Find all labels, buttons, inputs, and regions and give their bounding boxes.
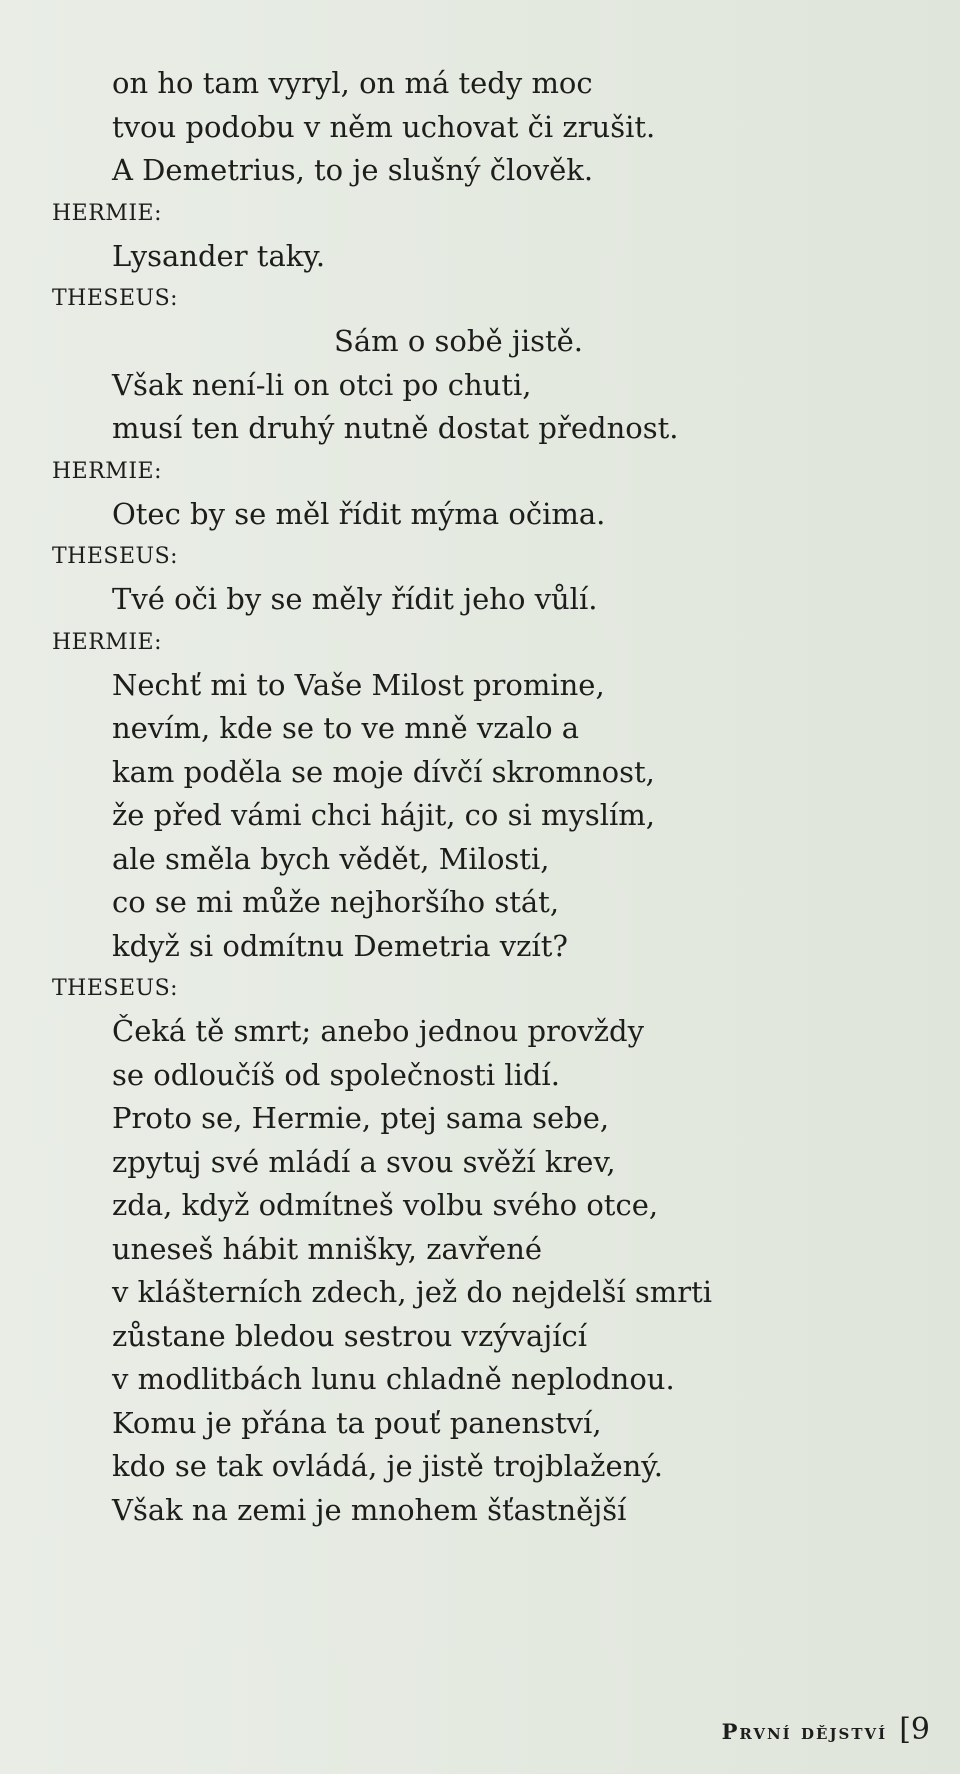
verse-line: Čeká tě smrt; anebo jednou provždy — [112, 1014, 644, 1048]
dialogue-entry — [52, 278, 912, 451]
verse-line: A Demetrius, to je slušný člověk. — [112, 153, 594, 187]
verse-line: co se mi může nejhoršího stát, — [112, 885, 560, 919]
dialogue-entry — [52, 968, 912, 1532]
verse-line: v modlitbách lunu chladně neplodnou. — [112, 1362, 675, 1396]
verse-line: Lysander taky. — [112, 238, 326, 273]
speaker-name: THESEUS: — [52, 544, 179, 569]
running-head: První dějství — [721, 1719, 888, 1744]
speaker-name: HERMIE: — [52, 458, 162, 484]
page-footer — [722, 1712, 930, 1747]
speaker-name: THESEUS: — [52, 286, 179, 311]
dialogue-entry — [52, 451, 912, 537]
verse-line: v klášterních zdech, jež do nejdelší smrti — [112, 1275, 713, 1309]
verse-line: uneseš hábit mnišky, zavřené — [112, 1231, 543, 1266]
verse-line: Však na zemi je mnohem šťastnější — [112, 1492, 627, 1527]
verse-line: když si odmítnu Demetria vzít? — [112, 928, 568, 963]
verse-line: se odloučíš od společnosti lidí. — [112, 1057, 560, 1092]
verse-line: Však není-li on otci po chuti, — [112, 367, 532, 402]
verse-line: Proto se, Hermie, ptej sama sebe, — [112, 1101, 610, 1135]
verse-line: Sám o sobě jistě. — [334, 324, 584, 358]
verse-line: on ho tam vyryl, on má tedy moc — [112, 66, 593, 100]
play-text — [52, 62, 912, 1532]
verse-line: že před vámi chci hájit, co si myslím, — [112, 798, 655, 832]
verse-line: Otec by se měl řídit mýma očima. — [112, 496, 606, 531]
verse-line: zůstane bledou sestrou vzývající — [112, 1318, 588, 1353]
verse-line: kam poděla se moje dívčí skromnost, — [112, 754, 655, 789]
speaker-name: HERMIE: — [52, 200, 162, 226]
verse-line: Nechť mi to Vaše Milost promine, — [112, 667, 605, 702]
speaker-name: HERMIE: — [52, 629, 162, 655]
speaker-name: THESEUS: — [52, 976, 179, 1001]
verse-line: zda, když odmítneš volbu svého otce, — [112, 1188, 659, 1222]
verse-line: Komu je přána ta pouť panenství, — [112, 1405, 602, 1440]
verse-line: tvou podobu v něm uchovat či zrušit. — [112, 109, 656, 144]
verse-line: Tvé oči by se měly řídit jeho vůlí. — [112, 582, 598, 616]
verse-line: musí ten druhý nutně dostat přednost. — [112, 411, 679, 445]
dialogue-entry — [52, 536, 912, 622]
verse-line: zpytuj své mládí a svou svěží krev, — [112, 1144, 616, 1179]
verse-line: ale směla bych vědět, Milosti, — [112, 841, 550, 876]
dialogue-entry — [52, 62, 912, 193]
page-number: [9 — [899, 1712, 930, 1747]
dialogue-entry — [52, 193, 912, 279]
dialogue-entry — [52, 622, 912, 969]
verse-line: nevím, kde se to ve mně vzalo a — [112, 711, 580, 745]
verse-line: kdo se tak ovládá, je jistě trojblažený. — [112, 1449, 664, 1483]
